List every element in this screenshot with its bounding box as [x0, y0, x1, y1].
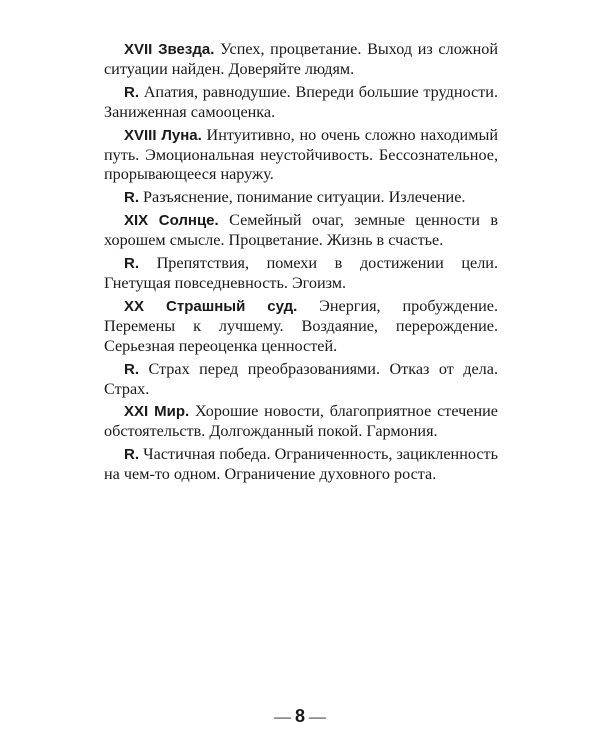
entry-text: Интуитивно, но очень сложно находимый путь. Эмоциональная неустойчивость. Бессознательное, прорывающееся наружу. [104, 125, 498, 184]
entry-text: Разъяснение, понимание ситуации. Излечение. [139, 188, 466, 207]
entry-text: Препятствия, помехи в достижении цели. Гнетущая повседневность. Эгоизм. [104, 254, 498, 292]
page-number-dash-right: — [309, 707, 326, 726]
entry-paragraph [104, 402, 498, 442]
tarot-meanings-text [104, 40, 498, 485]
page-number [0, 706, 600, 727]
entry-text: Хорошие новости, благоприятное стечение обстоятельств. Долгожданный покой. Гармония. [104, 402, 498, 441]
entry-term: R. [124, 446, 139, 464]
entry-paragraph [104, 254, 498, 294]
entry-text: Апатия, равнодушие. Впереди большие трудности. Заниженная самооценка. [104, 82, 498, 121]
entry-term: XXI Мир. [124, 403, 190, 421]
entry-text: Страх перед преобразованиями. Отказ от дела. Страх. [104, 359, 498, 398]
entry-paragraph [104, 40, 498, 80]
entry-paragraph [104, 126, 498, 186]
page-number-value: 8 [294, 706, 305, 726]
entry-term: R. [124, 83, 139, 101]
page-number-dash-left: — [273, 707, 291, 726]
entry-term: XIX Солнце. [124, 212, 219, 230]
entry-paragraph [104, 445, 498, 485]
entry-term: XVIII Луна. [124, 126, 202, 144]
entry-paragraph [104, 360, 498, 400]
entry-paragraph [104, 297, 498, 357]
entry-term: R. [124, 189, 139, 207]
entry-term: XX Страшный суд. [124, 297, 298, 315]
entry-paragraph [104, 83, 498, 123]
entry-text: Успех, процветание. Выход из сложной ситуации найден. Доверяйте людям. [104, 40, 498, 78]
entry-text: Семейный очаг, земные ценности в хорошем смысле. Процветание. Жизнь в счастье. [104, 211, 498, 250]
entry-paragraph [104, 211, 498, 251]
entry-term: R. [124, 360, 139, 378]
entry-text: Частичная победа. Ограниченность, зацикленность на чем-то одном. Ограничение духовного роста. [104, 445, 498, 484]
entry-paragraph [104, 188, 498, 208]
entry-text: Энергия, пробуждение. Перемены к лучшему. Воздаяние, перерождение. Серьезная переоценка ценностей. [104, 296, 498, 355]
entry-term: XVII Звезда. [124, 41, 215, 58]
entry-term: R. [124, 255, 139, 273]
